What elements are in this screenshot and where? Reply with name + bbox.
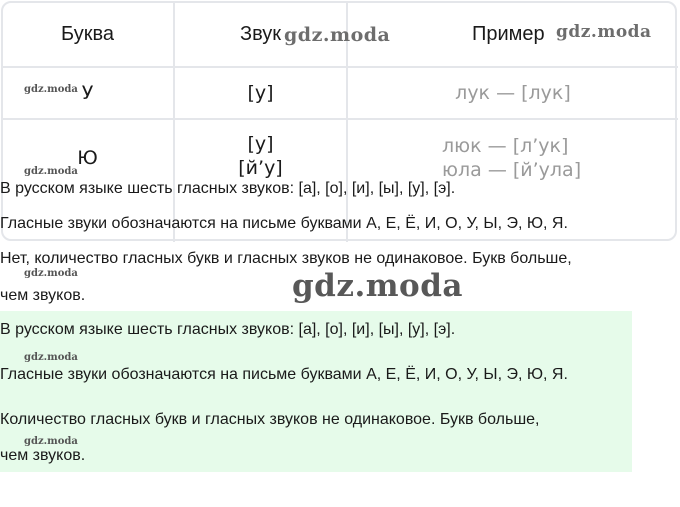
watermark-large: gdz.moda	[292, 268, 463, 304]
header-letter: Буква	[61, 22, 114, 45]
highlight-line-3: Количество гласных букв и гласных звуков не одинаковое. Букв больше,	[0, 411, 540, 428]
watermark: gdz.moda	[556, 22, 652, 42]
row2-examples	[442, 134, 581, 182]
watermark: gdz.moda	[24, 268, 78, 279]
watermark: gdz.moda	[24, 166, 78, 177]
answer-line-1: В русском языке шесть гласных звуков: [а], [о], [и], [ы], [у], [э].	[0, 180, 456, 197]
highlight-line-4: чем звуков.	[0, 447, 86, 464]
header-sound: Звук	[239, 22, 281, 45]
highlight-line-1: В русском языке шесть гласных звуков: [а], [о], [и], [ы], [у], [э].	[0, 321, 456, 338]
row2-example-2: юла — [й’ула]	[442, 159, 582, 181]
watermark: gdz.moda	[284, 24, 391, 46]
answer-line-3: Нет, количество гласных букв и гласных звуков не одинаковое. Букв больше,	[0, 250, 572, 267]
row2-sound: [у]	[247, 133, 274, 155]
header-example: Пример	[472, 22, 545, 45]
answer-line-4: чем звуков.	[0, 287, 86, 304]
watermark: gdz.moda	[24, 84, 78, 95]
row2-example: люк — [л’ук]	[442, 135, 569, 157]
highlight-line-2: Гласные звуки обозначаются на письме буквами А, Е, Ё, И, О, У, Ы, Э, Ю, Я.	[0, 366, 568, 383]
row1-sound: [у]	[247, 82, 274, 104]
answer-line-2: Гласные звуки обозначаются на письме буквами А, Е, Ё, И, О, У, Ы, Э, Ю, Я.	[0, 215, 568, 232]
vowel-table	[0, 0, 680, 181]
row2-letter: Ю	[77, 147, 98, 169]
row2-sounds	[175, 132, 346, 180]
row1-example: лук — [лук]	[455, 82, 571, 104]
watermark: gdz.moda	[24, 436, 78, 447]
row2-sound-2: [й’у]	[238, 157, 283, 179]
watermark: gdz.moda	[24, 352, 78, 363]
row1-letter: У	[81, 82, 94, 104]
